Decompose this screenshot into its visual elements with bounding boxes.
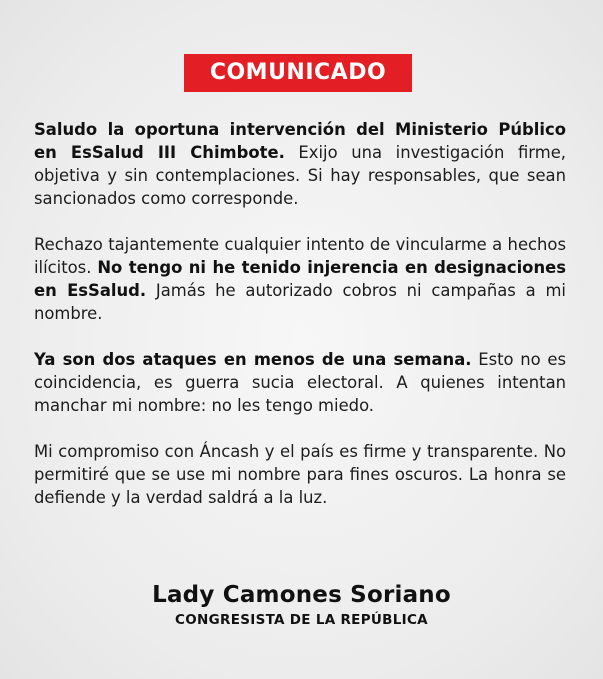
- paragraph-2: [34, 233, 566, 325]
- paragraph-2-text-before: Rechazo tajantemente cualquier intento de vincularme a hechos ilícitos.: [34, 235, 566, 277]
- page-title: COMUNICADO: [184, 54, 412, 92]
- paragraph-4: [34, 440, 566, 509]
- paragraph-1-bold: Saludo la oportuna intervención del Ministerio Público en EsSalud III Chimbote.: [34, 120, 566, 162]
- paragraph-1: [34, 118, 566, 210]
- statement-body: [34, 118, 566, 532]
- paragraph-3-bold: Ya son dos ataques en menos de una semana.: [34, 350, 472, 369]
- paragraph-2-bold: No tengo ni he tenido injerencia en designaciones en EsSalud.: [34, 258, 566, 300]
- signature-block: [0, 580, 603, 630]
- paragraph-3-text: Esto no es coincidencia, es guerra sucia electoral. A quienes intentan manchar mi nombre: no les tengo miedo.: [34, 350, 566, 415]
- paragraph-2-text-after: Jamás he autorizado cobros ni campañas a mi nombre.: [34, 281, 566, 323]
- signature-name: Lady Camones Soriano: [152, 582, 451, 608]
- paragraph-3: [34, 348, 566, 417]
- paragraph-4-text: Mi compromiso con Áncash y el país es firme y transparente. No permitiré que se use mi nombre para fines oscuros. La honra se defiende y la verdad saldrá a la luz.: [34, 442, 566, 507]
- signature-role: CONGRESISTA DE LA REPÚBLICA: [175, 612, 428, 628]
- paragraph-1-text: Exijo una investigación firme, objetiva y sin contemplaciones. Si hay responsables, que sean sancionados como corresponde.: [34, 143, 566, 208]
